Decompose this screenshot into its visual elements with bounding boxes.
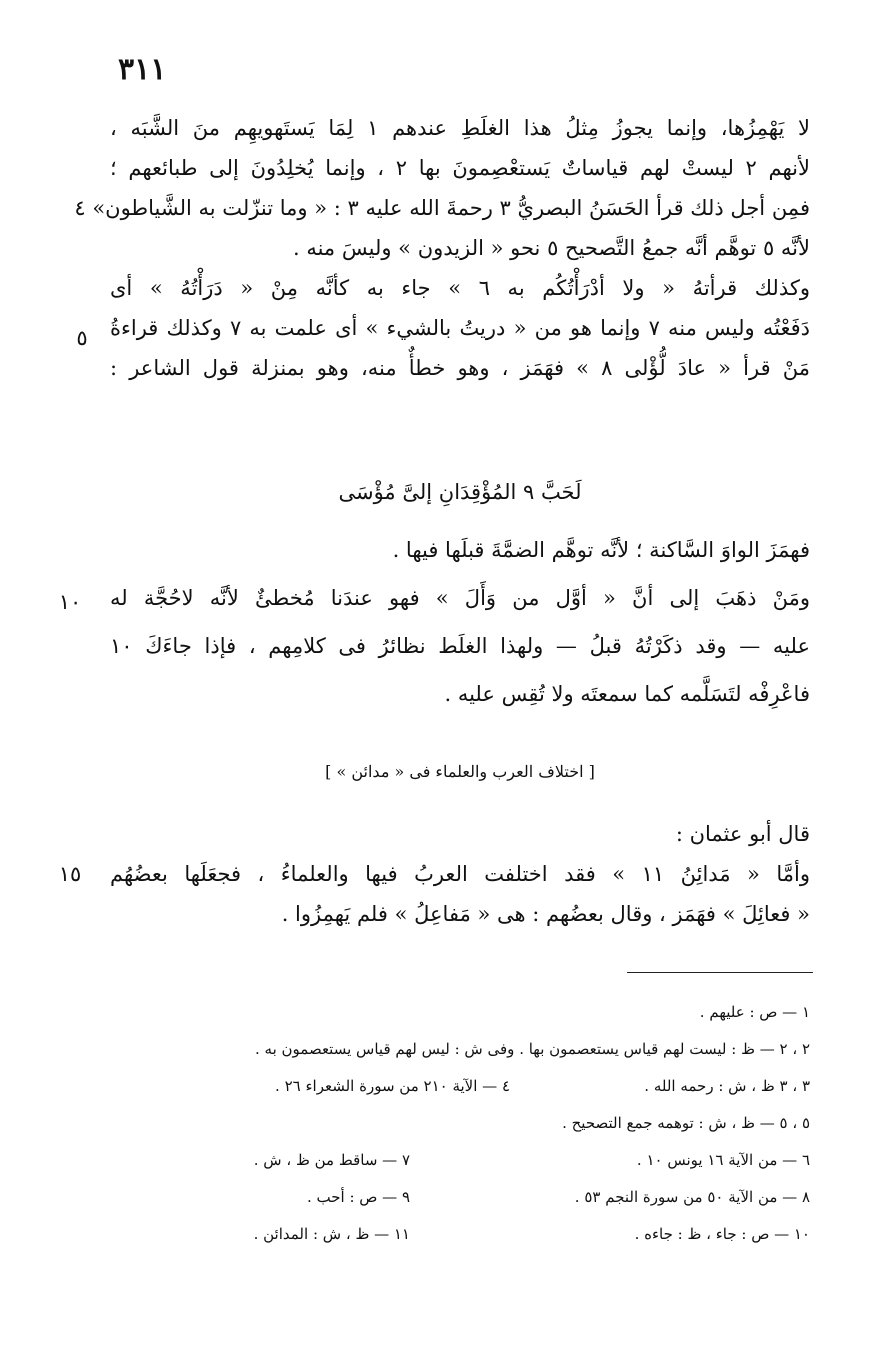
footnote: ٥ ، ٥ — ظ ، ش : توهمه جمع التصحيح .: [562, 1114, 810, 1132]
text-line: عليه — وقد ذكَرْتُهُ قبلُ — ولهذا الغلَط نظائرُ فى كلامِهم ، فإذا جاءَكَ ١٠: [110, 634, 810, 658]
margin-line-number: ١٠: [58, 590, 82, 614]
footnote: ٢ ، ٢ — ظ : ليست لهم قياس يستعصمون بها . وفى ش : ليس لهم قياس يستعصمون به .: [254, 1040, 810, 1058]
footnote: ١٠ — ص : جاء ، ظ : جاءه .: [634, 1225, 810, 1243]
footnote: ٣ ، ٣ ظ ، ش : رحمه الله .: [644, 1077, 810, 1095]
text-line: فاعْرِفْه لتَسَلَّمه كما سمعتَه ولا تُقِس عليه .: [444, 682, 810, 706]
poetry-verse: لَحَبَّ ٩ المُؤْقِدَانِ إلىَّ مُؤْسَى: [338, 480, 582, 504]
footnote: ١١ — ظ ، ش : المدائن .: [253, 1225, 410, 1243]
section-heading: [ اختلاف العرب والعلماء فى « مدائن » ]: [325, 762, 595, 781]
text-line: مَنْ قرأ « عادَ لُّؤْلى ٨ » فهَمَز ، وهو خطأٌ منه، وهو بمنزلة قول الشاعر :: [110, 356, 810, 380]
page-number: ٣١١: [118, 52, 167, 87]
text-line: لأنهم ٢ ليستْ لهم قياساتٌ يَستعْصِمونَ بها ٢ ، وإنما يُخلِدُونَ إلى طبائعهم ؛: [110, 156, 811, 180]
footnote: ٤ — الآية ٢١٠ من سورة الشعراء ٢٦ .: [275, 1077, 510, 1095]
text-line: ومَنْ ذهَبَ إلى أنَّ « أوَّل من وَأَلَ » فهو عندَنا مُخطئٌ لأنَّه لاحُجَّة له: [110, 586, 810, 610]
footnote: ٦ — من الآية ١٦ يونس ١٠ .: [636, 1151, 810, 1169]
footnotes: [110, 994, 810, 1253]
verse-block: [110, 472, 810, 512]
margin-line-number: ١٥: [58, 862, 82, 886]
text-line: « فعائِلَ » فهَمَز ، وقال بعضُهم : هى « مَفاعِلُ » فلم يَهمِزُوا .: [281, 902, 810, 926]
text-line: لا يَهْمِزُها، وإنما يجوزُ مِثلُ هذا الغلَطِ عندهم ١ لِمَا يَستَهويهِم منَ الشَّبَه ،: [110, 116, 810, 140]
footnote: ٧ — ساقط من ظ ، ش .: [253, 1151, 410, 1169]
margin-line-number: ٥: [76, 326, 88, 350]
footnote: ٨ — من الآية ٥٠ من سورة النجم ٥٣ .: [574, 1188, 810, 1206]
text-line: لأنَّه ٥ توهَّم أنَّه جمعُ التَّصحيح ٥ نحو « الزيدون » وليسَ منه .: [292, 236, 810, 260]
main-text-block-1: [74, 108, 811, 388]
main-text-block-2: [110, 530, 810, 714]
footnote-separator: [627, 972, 813, 973]
attribution-line: قال أبو عثمان :: [675, 822, 810, 846]
text-line: وأمَّا « مَدائِنُ ١١ » فقد اختلفت العربُ فيها والعلماءُ ، فجعَلَها بعضُهُم: [110, 862, 810, 886]
main-text-block-3: [110, 814, 810, 934]
text-line: فمِن أجل ذلك قرأ الحَسَنُ البصريُّ ٣ رحمةَ الله عليه ٣ : « وما تنزّلت به الشَّياطون» ٤: [74, 196, 810, 220]
text-line: فهمَزَ الواوَ السَّاكنة ؛ لأنَّه توهَّم الضمَّةَ قبلَها فيها .: [392, 538, 810, 562]
footnote: ٩ — ص : أحب .: [306, 1188, 410, 1206]
footnote: ١ — ص : عليهم .: [699, 1003, 810, 1021]
text-line: وكذلك قرأتهُ « ولا أدْرَأْتُكُم به ٦ » جاء به كأنَّه مِنْ « دَرَأْتُهُ » أى: [110, 276, 810, 300]
text-line: دَفَعْتُه وليس منه ٧ وإنما هو من « دريتُ بالشيء » أى علمت به ٧ وكذلك قراءةُ: [110, 316, 810, 340]
